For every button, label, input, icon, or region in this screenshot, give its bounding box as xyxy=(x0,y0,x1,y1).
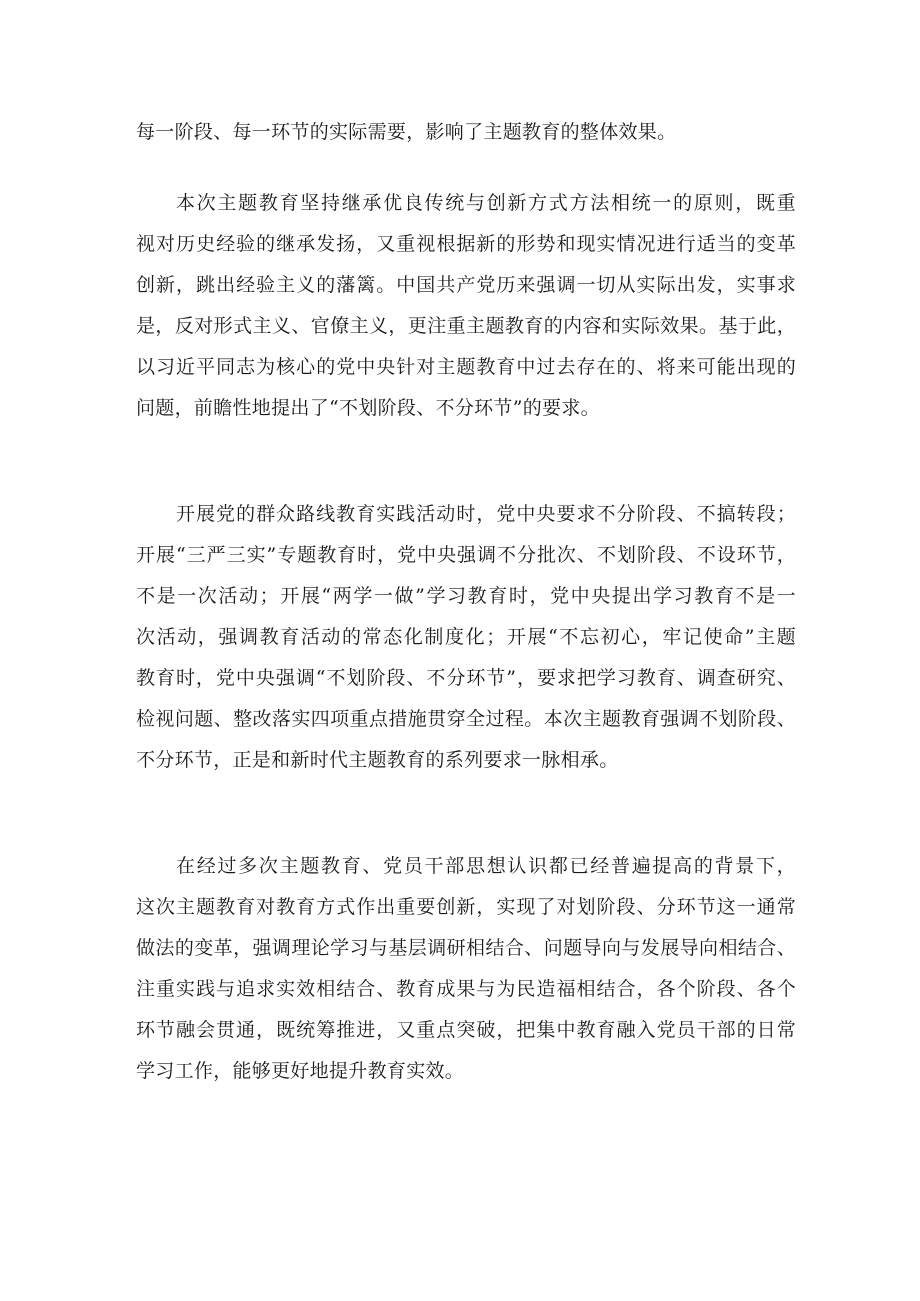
text-line: 视对历史经验的继承发扬，又重视根据新的形势和现实情况进行适当的变革 xyxy=(136,233,796,255)
text-line: 以习近平同志为核心的党中央针对主题教育中过去存在的、将来可能出现的 xyxy=(136,356,796,378)
text-line: 次活动，强调教育活动的常态化制度化；开展“不忘初心，牢记使命”主题 xyxy=(136,626,796,648)
text-line: 这次主题教育对教育方式作出重要创新，实现了对划阶段、分环节这一通常 xyxy=(136,896,796,918)
paragraph-continuation xyxy=(136,112,796,153)
paragraph-method-innovation xyxy=(136,846,796,1092)
text-line: 注重实践与追求实效相结合、教育成果与为民造福相结合，各个阶段、各个 xyxy=(136,978,796,1000)
text-line: 环节融会贯通，既统筹推进，又重点突破，把集中教育融入党员干部的日常 xyxy=(136,1019,796,1041)
text-line: 每一阶段、每一环节的实际需要，影响了主题教育的整体效果。 xyxy=(136,121,677,143)
text-line: 问题，前瞻性地提出了“不划阶段、不分环节”的要求。 xyxy=(136,397,600,419)
paragraph-inheritance-innovation xyxy=(136,183,796,429)
text-line: 是，反对形式主义、官僚主义，更注重主题教育的内容和实际效果。基于此， xyxy=(136,315,796,337)
text-line: 教育时，党中央强调“不划阶段、不分环节”，要求把学习教育、调查研究、 xyxy=(136,667,796,689)
text-line: 本次主题教育坚持继承优良传统与创新方式方法相统一的原则，既重 xyxy=(176,192,796,214)
text-line: 开展党的群众路线教育实践活动时，党中央要求不分阶段、不搞转段； xyxy=(176,503,796,525)
text-line: 学习工作，能够更好地提升教育实效。 xyxy=(136,1060,465,1082)
text-line: 做法的变革，强调理论学习与基层调研相结合、问题导向与发展导向相结合、 xyxy=(136,937,796,959)
text-line: 创新，跳出经验主义的藩篱。中国共产党历来强调一切从实际出发，实事求 xyxy=(136,274,796,296)
paragraph-past-campaigns xyxy=(136,494,796,781)
text-line: 不是一次活动；开展“两学一做”学习教育时，党中央提出学习教育不是一 xyxy=(136,585,796,607)
text-line: 开展“三严三实”专题教育时，党中央强调不分批次、不划阶段、不设环节， xyxy=(136,544,796,566)
text-line: 在经过多次主题教育、党员干部思想认识都已经普遍提高的背景下， xyxy=(176,855,796,877)
text-line: 不分环节，正是和新时代主题教育的系列要求一脉相承。 xyxy=(136,749,619,771)
text-line: 检视问题、整改落实四项重点措施贯穿全过程。本次主题教育强调不划阶段、 xyxy=(136,708,796,730)
